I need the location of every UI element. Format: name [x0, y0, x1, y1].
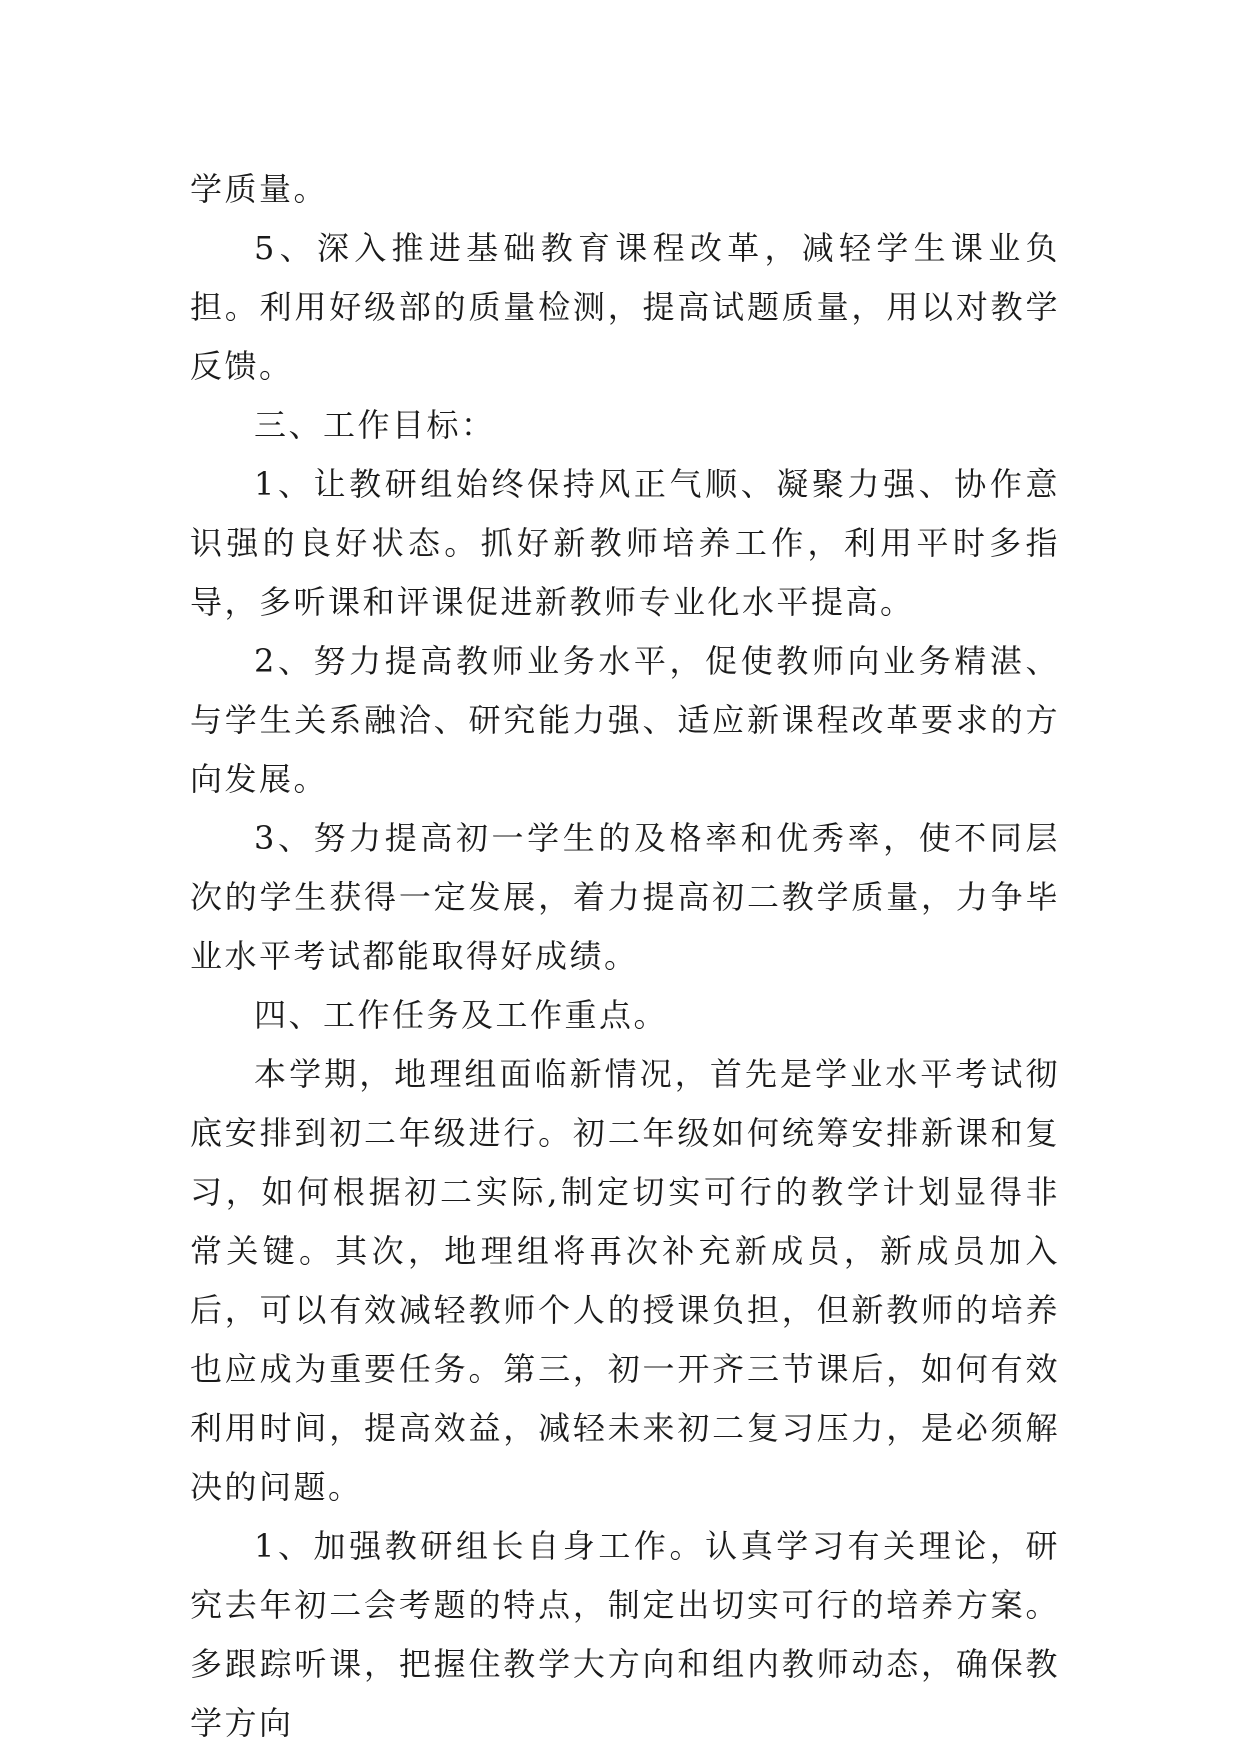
- paragraph-2: 5、深入推进基础教育课程改革，减轻学生课业负担。利用好级部的质量检测，提高试题质量，用以对教学反馈。: [190, 229, 1060, 385]
- paragraph-semester-overview: 本学期，地理组面临新情况，首先是学业水平考试彻底安排到初二年级进行。初二年级如何统筹安排新课和复习，如何根据初二实际,制定切实可行的教学计划显得非常关键。其次，地理组将再次补充新成员，新成员加入后，可以有效减轻教师个人的授课负担，但新教师的培养也应成为重要任务。第三，初一开齐三节课后，如何有效利用时间，提高效益，减轻未来初二复习压力，是必须解决的问题。: [190, 1055, 1060, 1506]
- paragraph-goal-2: 2、努力提高教师业务水平，促使教师向业务精湛、与学生关系融洽、研究能力强、适应新课程改革要求的方向发展。: [190, 642, 1060, 798]
- paragraph-goal-1: 1、让教研组始终保持风正气顺、凝聚力强、协作意识强的良好状态。抓好新教师培养工作，利用平时多指导，多听课和评课促进新教师专业化水平提高。: [190, 465, 1060, 621]
- section-heading-work-goals: 三、工作目标：: [254, 406, 496, 444]
- section-heading-work-tasks: 四、工作任务及工作重点。: [254, 996, 669, 1034]
- document-body: [190, 160, 1060, 1753]
- paragraph-goal-3: 3、努力提高初一学生的及格率和优秀率，使不同层次的学生获得一定发展，着力提高初二教学质量，力争毕业水平考试都能取得好成绩。: [190, 819, 1060, 975]
- paragraph-task-1: 1、加强教研组长自身工作。认真学习有关理论，研究去年初二会考题的特点，制定出切实可行的培养方案。多跟踪听课，把握住教学大方向和组内教师动态，确保教学方向: [190, 1527, 1060, 1742]
- paragraph-1: 学质量。: [190, 170, 329, 208]
